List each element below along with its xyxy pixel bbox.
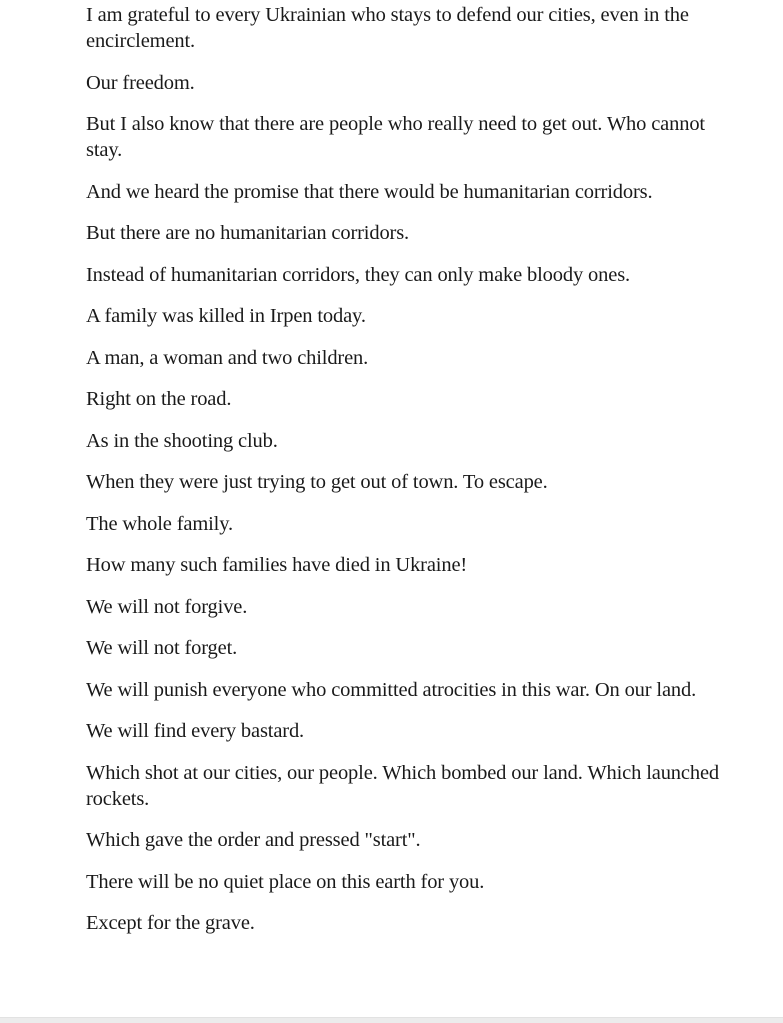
paragraph: Which shot at our cities, our people. Which bombed our land. Which launched rockets.: [86, 761, 719, 810]
paragraph: Except for the grave.: [86, 912, 255, 934]
paragraph: We will not forget.: [86, 637, 238, 659]
paragraph: Right on the road.: [86, 388, 232, 410]
paragraph: As in the shooting club.: [86, 429, 278, 452]
paragraph: But I also know that there are people who really need to get out. Who cannot stay.: [86, 113, 705, 161]
paragraph: We will find every bastard.: [86, 720, 305, 742]
paragraph: There will be no quiet place on this earth for you.: [86, 870, 485, 893]
document-body: [86, 2, 726, 936]
paragraph: We will punish everyone who committed atrocities in this war. On our land.: [86, 678, 697, 701]
paragraph: I am grateful to every Ukrainian who stays to defend our cities, even in the encirclement.: [86, 4, 689, 52]
paragraph: Our freedom.: [86, 71, 195, 94]
paragraph: A family was killed in Irpen today.: [86, 305, 366, 327]
page-bottom-edge: [0, 1017, 783, 1023]
paragraph: Instead of humanitarian corridors, they can only make bloody ones.: [86, 263, 631, 286]
paragraph: And we heard the promise that there would be humanitarian corridors.: [86, 180, 653, 203]
paragraph: But there are no humanitarian corridors.: [86, 222, 410, 244]
paragraph: We will not forgive.: [86, 595, 248, 618]
paragraph: A man, a woman and two children.: [86, 346, 369, 369]
paragraph: When they were just trying to get out of town. To escape.: [86, 471, 548, 493]
paragraph: Which gave the order and pressed "start".: [86, 829, 421, 851]
paragraph: How many such families have died in Ukraine!: [86, 554, 468, 576]
paragraph: The whole family.: [86, 512, 233, 535]
